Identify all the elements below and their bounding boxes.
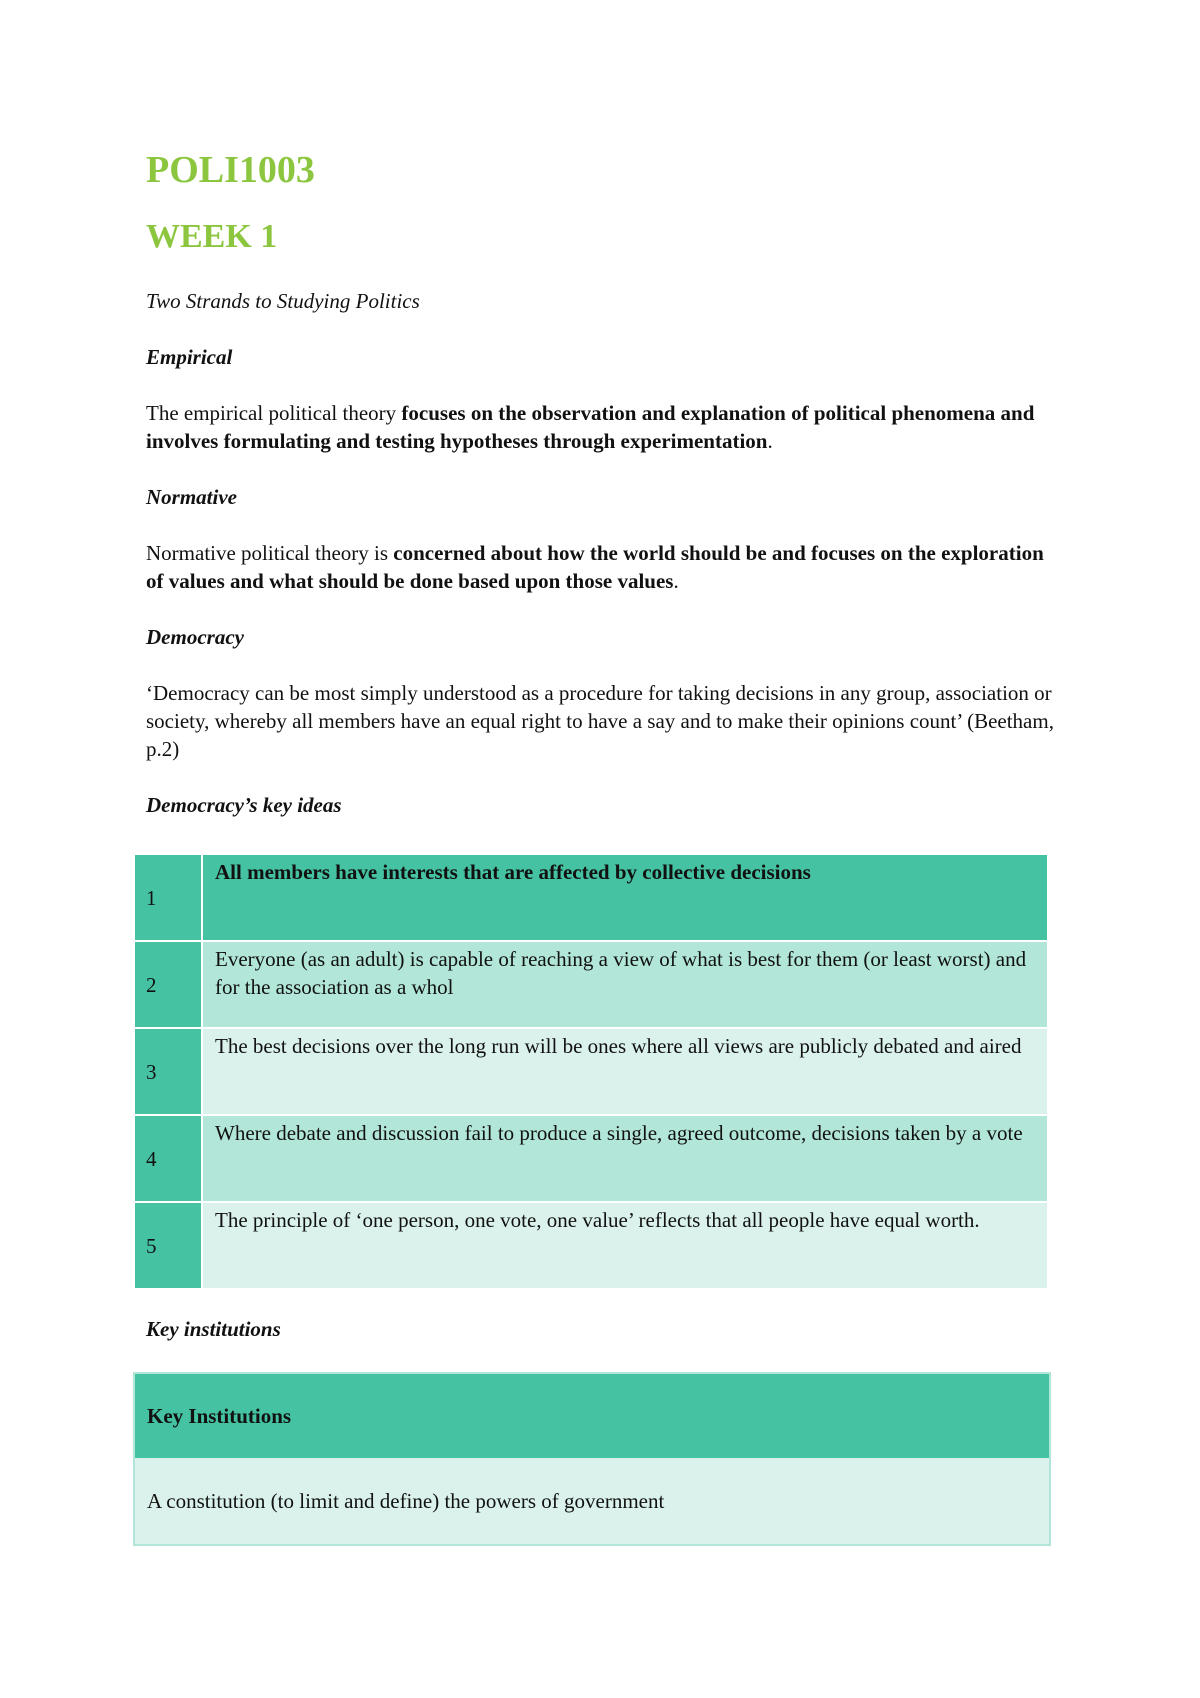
table-row <box>135 1203 1047 1290</box>
normative-heading: Normative <box>146 485 237 509</box>
row-text: The best decisions over the long run will be ones where all views are publicly debated and aired <box>203 1029 1047 1114</box>
row-number: 5 <box>135 1203 203 1288</box>
normative-text-bold: concerned about how the world should be and focuses on the exploration of values and what should be done based upon those values <box>146 541 1044 593</box>
key-institutions-table <box>133 1372 1051 1546</box>
table-row: A constitution (to limit and define) the powers of government <box>135 1458 1049 1544</box>
empirical-text-end: . <box>767 429 773 453</box>
row-text: Where debate and discussion fail to produce a single, agreed outcome, decisions taken by a vote <box>203 1116 1047 1201</box>
empirical-text-bold: focuses on the observation and explanation of political phenomena and involves formulating and testing hypotheses through experimentation <box>146 401 1035 453</box>
table-row <box>135 1116 1047 1203</box>
table-row <box>135 855 1047 942</box>
row-text: The principle of ‘one person, one vote, one value’ reflects that all people have equal worth. <box>203 1203 1047 1288</box>
table-header: Key Institutions <box>135 1374 1049 1458</box>
key-ideas-heading: Democracy’s key ideas <box>146 793 342 817</box>
document-content <box>146 146 1056 819</box>
table-row <box>135 942 1047 1029</box>
section-heading: Two Strands to Studying Politics <box>146 289 420 313</box>
normative-paragraph <box>146 539 1056 595</box>
empirical-text-plain: The empirical political theory <box>146 401 402 425</box>
row-text: All members have interests that are affected by collective decisions <box>203 855 1047 940</box>
table-row <box>135 1029 1047 1116</box>
empirical-paragraph <box>146 399 1056 455</box>
course-code-title: POLI1003 <box>146 149 315 191</box>
row-text: Everyone (as an adult) is capable of reaching a view of what is best for them (or least worst) and for the association as a whol <box>203 942 1047 1027</box>
normative-text-plain: Normative political theory is <box>146 541 394 565</box>
key-institutions-heading: Key institutions <box>146 1317 281 1341</box>
row-number: 3 <box>135 1029 203 1114</box>
row-number: 2 <box>135 942 203 1027</box>
row-number: 1 <box>135 855 203 940</box>
democracy-heading: Democracy <box>146 625 244 649</box>
normative-text-end: . <box>673 569 679 593</box>
empirical-heading: Empirical <box>146 345 233 369</box>
democracy-quote: ‘Democracy can be most simply understood as a procedure for taking decisions in any group, association or society, whereby all members have an equal right to have a say and to make their opinions count’ (Beetham, p.2) <box>146 681 1054 761</box>
row-number: 4 <box>135 1116 203 1201</box>
key-ideas-table <box>135 855 1047 1290</box>
week-heading: WEEK 1 <box>146 218 278 255</box>
